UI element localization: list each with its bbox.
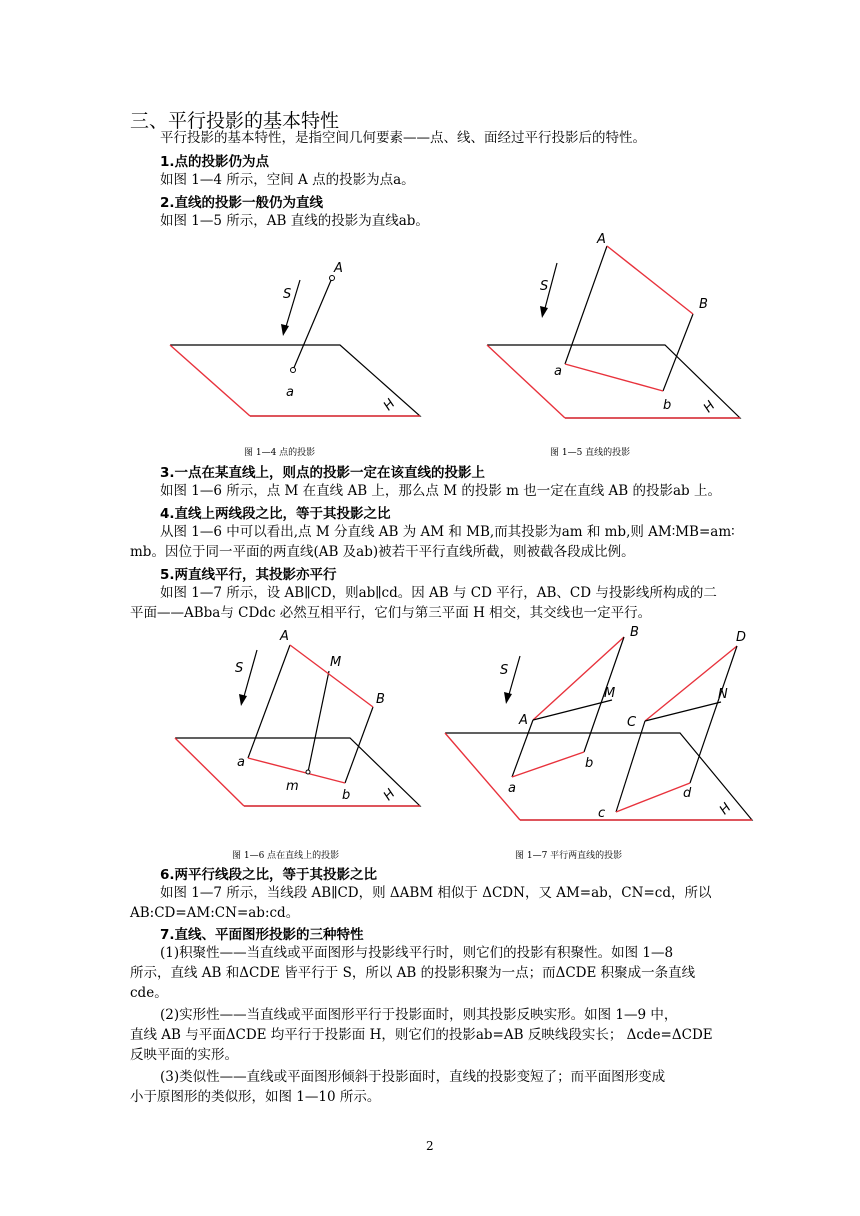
label-A: A — [597, 232, 606, 247]
section-title: 三、平行投影的基本特性 — [130, 110, 340, 132]
accumulation-line1: (1)积聚性——当直线或平面图形与投影线平行时，则它们的投影有积聚性。如图 1—8 — [160, 945, 674, 961]
accumulation-line2: 所示，直线 AB 和ΔCDE 皆平行于 S，所以 AB 的投影积聚为一点；而ΔCDE 积聚成一条直线 — [130, 965, 696, 981]
label-b: b — [342, 788, 351, 803]
label-C: C — [627, 715, 637, 730]
label-b: b — [585, 756, 594, 771]
label-a: a — [237, 755, 245, 770]
label-M: M — [330, 655, 342, 670]
label-B: B — [630, 625, 639, 640]
point-text: 如图 1—4 所示，空间 A 点的投影为点a。 — [160, 172, 415, 188]
label-d: d — [683, 786, 692, 801]
parallel-line1: 如图 1—7 所示，设 AB∥CD，则ab∥cd。因 AB 与 CD 平行，AB、CD 与投影线所构成的二 — [160, 585, 717, 601]
fig7-caption: 图 1—7 平行两直线的投影 — [515, 851, 623, 861]
label-b: b — [663, 398, 672, 413]
figure-1-7 — [440, 620, 760, 825]
label-m: m — [286, 779, 299, 794]
label-S: S — [283, 287, 292, 302]
parallel-heading: 5.两直线平行，其投影亦平行 — [160, 567, 337, 583]
parallel-ratio-heading: 6.两平行线段之比，等于其投影之比 — [160, 867, 378, 883]
label-B: B — [699, 297, 708, 312]
label-a: a — [508, 781, 516, 796]
segment-ratio-line1: 从图 1—6 中可以看出,点 M 分直线 AB 为 AM 和 MB,而其投影为am 和 mb,则 AM∶MB=am∶ — [160, 524, 735, 540]
similarity-line1: (3)类似性——直线或平面图形倾斜于投影面时，直线的投影变短了；而平面图形变成 — [160, 1069, 666, 1085]
label-H: H — [716, 800, 735, 818]
fig6-caption: 图 1—6 点在直线上的投影 — [232, 851, 340, 861]
label-H: H — [700, 398, 719, 416]
fig4-caption: 图 1—4 点的投影 — [244, 448, 316, 458]
parallel-ratio-line1: 如图 1—7 所示，当线段 AB∥CD，则 ΔABM 相似于 ΔCDN，又 AM=ab，CN=cd，所以 — [160, 885, 712, 901]
three-properties-heading: 7.直线、平面图形投影的三种特性 — [160, 927, 364, 943]
label-S: S — [235, 661, 244, 676]
similarity-line2: 小于原图形的类似形，如图 1—10 所示。 — [130, 1089, 381, 1105]
label-a: a — [554, 364, 562, 379]
fig5-caption: 图 1—5 直线的投影 — [550, 448, 631, 458]
true-shape-line1: (2)实形性——当直线或平面图形平行于投影面时，则其投影反映实形。如图 1—9 中， — [160, 1007, 678, 1023]
segment-ratio-line2: mb。因位于同一平面的两直线(AB 及ab)被若干平行直线所截，则被截各段成比例。 — [130, 544, 635, 560]
label-D: D — [736, 630, 747, 645]
label-A: A — [334, 261, 343, 276]
label-A: A — [519, 713, 528, 728]
figure-1-6 — [168, 625, 423, 810]
line-text: 如图 1—5 所示，AB 直线的投影为直线ab。 — [160, 213, 429, 229]
label-a: a — [286, 385, 294, 400]
figure-1-4 — [160, 250, 440, 430]
label-A: A — [280, 629, 289, 644]
parallel-line2: 平面——ABba与 CDdc 必然互相平行，它们与第三平面 H 相交，其交线也一定平行。 — [130, 605, 652, 621]
label-S: S — [500, 663, 509, 678]
label-H: H — [380, 786, 399, 804]
line-heading: 2.直线的投影一般仍为直线 — [160, 195, 324, 211]
point-on-line-text: 如图 1—6 所示，点 M 在直线 AB 上，那么点 M 的投影 m 也一定在直线 AB 的投影ab 上。 — [160, 483, 721, 499]
accumulation-line3: cde。 — [130, 985, 168, 1001]
point-on-line-heading: 3.一点在某直线上，则点的投影一定在该直线的投影上 — [160, 465, 486, 481]
intro-paragraph: 平行投影的基本特性，是指空间几何要素——点、线、面经过平行投影后的特性。 — [160, 130, 646, 146]
segment-ratio-heading: 4.直线上两线段之比，等于其投影之比 — [160, 506, 391, 522]
point-heading: 1.点的投影仍为点 — [160, 154, 270, 170]
label-B: B — [376, 692, 385, 707]
parallel-ratio-line2: AB:CD=AM:CN=ab:cd。 — [130, 905, 300, 921]
page-number: 2 — [426, 1139, 434, 1153]
label-H: H — [380, 396, 399, 414]
label-S: S — [540, 279, 549, 294]
true-shape-line3: 反映平面的实形。 — [130, 1047, 238, 1063]
label-N: N — [718, 687, 728, 702]
figure-1-5 — [480, 225, 750, 425]
true-shape-line2: 直线 AB 与平面ΔCDE 均平行于投影面 H，则它们的投影ab=AB 反映线段实长； Δcde=ΔCDE — [130, 1027, 713, 1043]
label-c: c — [598, 806, 606, 821]
label-M: M — [604, 686, 616, 701]
